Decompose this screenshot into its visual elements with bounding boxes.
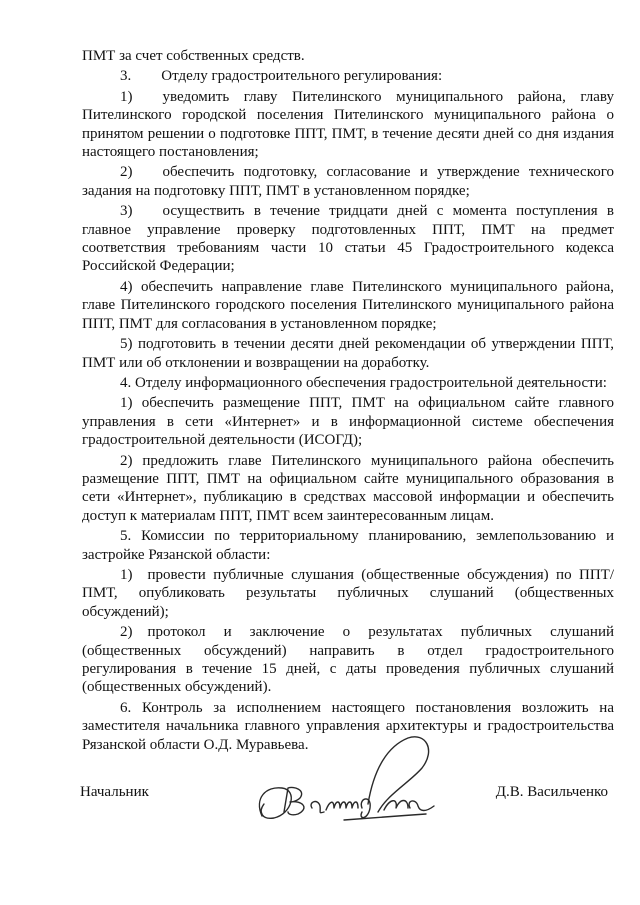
paragraph-item-5: 5. Комиссии по территориальному планированию, землепользованию и застройке Рязанской области: (82, 528, 614, 563)
paragraph-continuation: ПМТ за счет собственных средств. (82, 48, 305, 64)
document-body (82, 47, 614, 754)
paragraph-item-3: 3. Отделу градостроительного регулирования: (120, 68, 443, 85)
paragraph-item-3-2: 2) обеспечить подготовку, согласование и утверждение технического задания на подготовку ППТ, ПМТ в установленном порядке; (82, 164, 614, 199)
paragraph-item-5-1: 1) провести публичные слушания (общественные обсуждения) по ППТ/ПМТ, опубликовать результаты публичных слушаний (общественных обсуждений); (82, 566, 614, 620)
handwritten-signature-icon (248, 728, 448, 828)
paragraph-item-4-2: 2) предложить главе Пителинского муниципального района обеспечить размещение ППТ, ПМТ на официальном сайте муниципального образования в сети «Интернет», публикацию в средствах массовой информации и обеспечить доступ к материалам ППТ, ПМТ всем заинтересованным лицам. (82, 452, 614, 524)
paragraph-item-3-5: 5) подготовить в течении десяти дней рекомендации об утверждении ППТ, ПМТ или об отклонении и возвращении на доработку. (82, 336, 614, 371)
signer-name: Д.В. Васильченко (495, 784, 608, 800)
paragraph-item-4-1: 1) обеспечить размещение ППТ, ПМТ на официальном сайте главного управления в сети «Интернет» и в информационной системе обеспечения градостроительной деятельности (ИСОГД); (82, 395, 614, 449)
paragraph-item-5-2: 2) протокол и заключение о результатах публичных слушаний (общественных обсуждений) направить в отдел градостроительного регулирования в течение 15 дней, с даты проведения публичных слушаний (общественных обсуждений). (82, 624, 614, 696)
paragraph-item-3-3: 3) осуществить в течение тридцати дней с момента поступления в главное управление проверку подготовленных ППТ, ПМТ на предмет соответствия требованиям части 10 статьи 45 Градостроительного кодекса Российской Федерации; (82, 203, 614, 275)
paragraph-item-3-1: 1) уведомить главу Пителинского муниципального района, главу Пителинского городской поселения Пителинского муниципального района о принятом решении о подготовке ППТ, ПМТ, в течение десяти дней со дня издания настоящего постановления; (82, 88, 614, 161)
signer-position: Начальник (80, 784, 149, 800)
paragraph-item-6: 6. Контроль за исполнением настоящего постановления возложить на заместителя начальника главного управления архитектуры и градостроительства Рязанской области О.Д. Муравьева. (82, 699, 614, 753)
paragraph-item-4: 4. Отделу информационного обеспечения градостроительной деятельности: (120, 374, 607, 391)
paragraph-item-3-4: 4) обеспечить направление главе Пителинского муниципального района, главе Пителинского городского поселения Пителинского муниципального района ППТ, ПМТ для согласования в установленном порядке; (82, 278, 614, 332)
